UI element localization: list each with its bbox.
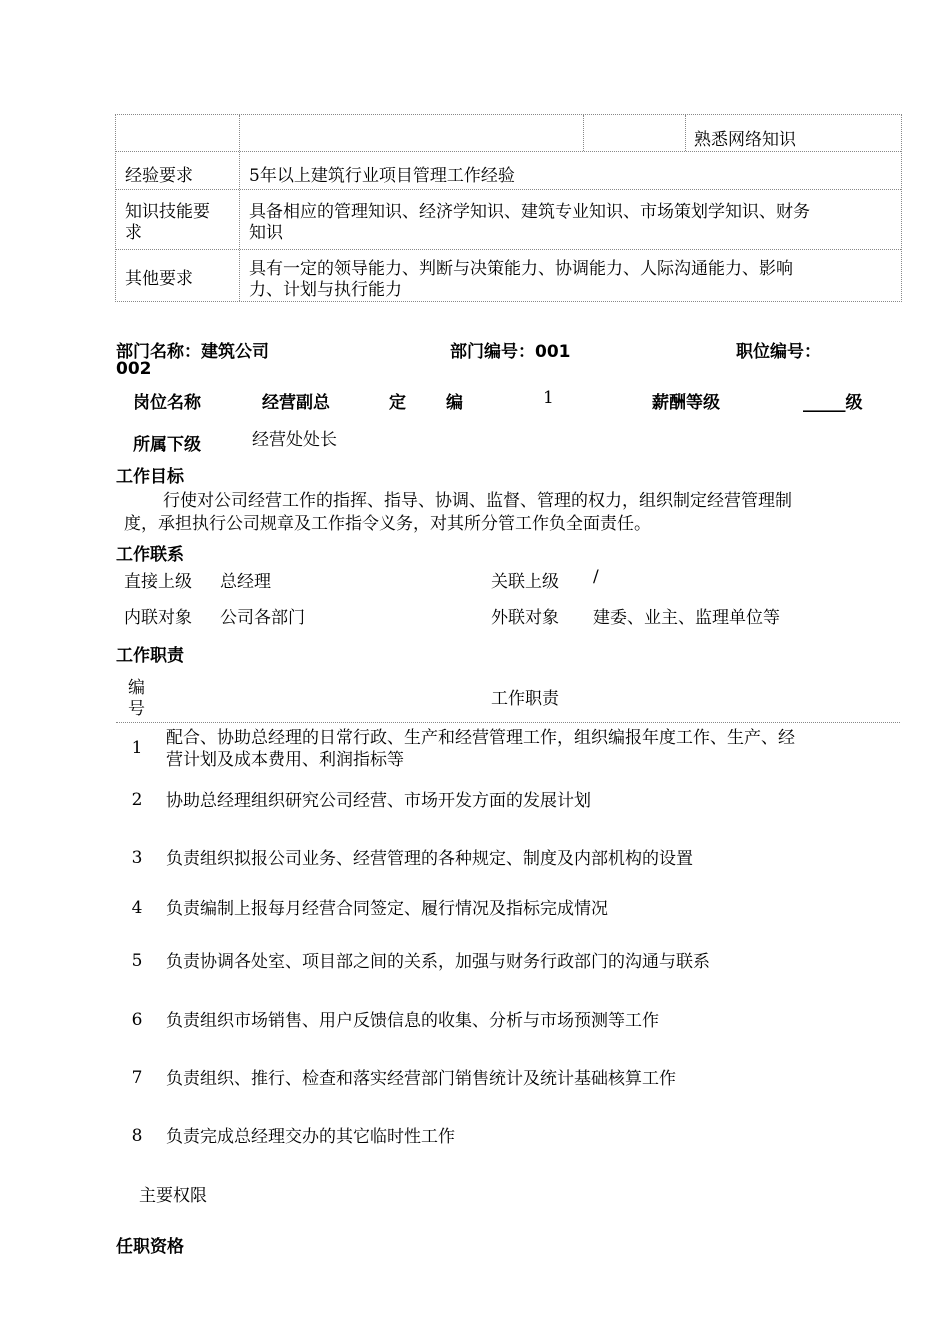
- related-superior-label: 关联上级: [491, 572, 559, 592]
- duties-col-duty: 工作职责: [491, 689, 559, 709]
- experience-label: 经验要求: [125, 166, 193, 186]
- authority-title: 主要权限: [139, 1186, 207, 1206]
- position-name-label: 岗位名称: [133, 393, 201, 413]
- position-code-label: 职位编号：: [736, 342, 821, 362]
- duty-text-line1: 配合、协助总经理的日常行政、生产和经营管理工作，组织编报年度工作、生产、经: [166, 728, 795, 748]
- salary-value: _____级: [803, 393, 863, 413]
- duty-text: 负责协调各处室、项目部之间的关系，加强与财务行政部门的沟通与联系: [166, 952, 710, 972]
- qualification-title: 任职资格: [116, 1237, 184, 1257]
- duty-number: 5: [131, 951, 143, 971]
- related-superior-value: /: [593, 567, 599, 587]
- duty-number: 2: [131, 790, 143, 810]
- direct-superior-label: 直接上级: [124, 572, 192, 592]
- duty-text: 负责组织、推行、检查和落实经营部门销售统计及统计基础核算工作: [166, 1069, 676, 1089]
- requirements-table: [115, 114, 902, 302]
- skills-label-line2: 求: [125, 223, 142, 243]
- duties-col-num-line1: 编: [128, 678, 145, 698]
- work-goal-line1: 行使对公司经营工作的指挥、指导、协调、监督、管理的权力，组织制定经营管理制: [163, 491, 792, 511]
- skills-label-line1: 知识技能要: [125, 202, 210, 222]
- duty-number: 4: [131, 898, 143, 918]
- duty-text: 负责编制上报每月经营合同签定、履行情况及指标完成情况: [166, 899, 608, 919]
- work-relations-title: 工作联系: [116, 545, 184, 565]
- duty-text-line2: 营计划及成本费用、利润指标等: [166, 750, 404, 770]
- skills-value-line2: 知识: [249, 223, 283, 243]
- top-row-note: 熟悉网络知识: [694, 130, 796, 150]
- duty-number: 1: [131, 738, 143, 758]
- position-code-value: 002: [116, 359, 152, 379]
- table-divider: [116, 189, 901, 190]
- duty-text: 负责组织拟报公司业务、经营管理的各种规定、制度及内部机构的设置: [166, 849, 693, 869]
- work-goal-line2: 度，承担执行公司规章及工作指令义务，对其所分管工作负全面责任。: [124, 514, 651, 534]
- position-name-value: 经营副总: [262, 393, 330, 413]
- dept-code: 部门编号：001: [450, 342, 571, 362]
- skills-value-line1: 具备相应的管理知识、经济学知识、建筑专业知识、市场策划学知识、财务: [249, 202, 810, 222]
- subordinate-value: 经营处处长: [252, 430, 337, 450]
- duty-number: 7: [131, 1068, 143, 1088]
- duties-col-num-line2: 号: [128, 699, 145, 719]
- quota-label-1: 定: [389, 393, 406, 413]
- external-label: 外联对象: [491, 608, 559, 628]
- other-value-line1: 具有一定的领导能力、判断与决策能力、协调能力、人际沟通能力、影响: [249, 259, 793, 279]
- quota-value: 1: [543, 388, 554, 408]
- experience-value: 5年以上建筑行业项目管理工作经验: [249, 166, 515, 186]
- internal-value: 公司各部门: [220, 608, 305, 628]
- duty-text: 负责完成总经理交办的其它临时性工作: [166, 1127, 455, 1147]
- duty-number: 3: [131, 848, 143, 868]
- quota-label-2: 编: [446, 393, 463, 413]
- other-label: 其他要求: [125, 269, 193, 289]
- table-divider: [116, 249, 901, 250]
- duty-number: 8: [131, 1126, 143, 1146]
- table-divider: [239, 115, 240, 301]
- external-value: 建委、业主、监理单位等: [593, 608, 780, 628]
- table-divider: [685, 115, 686, 151]
- table-divider: [583, 115, 584, 151]
- direct-superior-value: 总经理: [220, 572, 271, 592]
- duty-text: 协助总经理组织研究公司经营、市场开发方面的发展计划: [166, 791, 591, 811]
- dept-name: 部门名称：建筑公司: [116, 342, 269, 362]
- salary-label: 薪酬等级: [652, 393, 720, 413]
- duty-number: 6: [131, 1010, 143, 1030]
- duties-header-divider: [116, 722, 900, 723]
- internal-label: 内联对象: [124, 608, 192, 628]
- duty-text: 负责组织市场销售、用户反馈信息的收集、分析与市场预测等工作: [166, 1011, 659, 1031]
- table-divider: [116, 151, 901, 152]
- subordinate-label: 所属下级: [133, 435, 201, 455]
- other-value-line2: 力、计划与执行能力: [249, 280, 402, 300]
- work-goal-title: 工作目标: [116, 467, 184, 487]
- duties-title: 工作职责: [116, 646, 184, 666]
